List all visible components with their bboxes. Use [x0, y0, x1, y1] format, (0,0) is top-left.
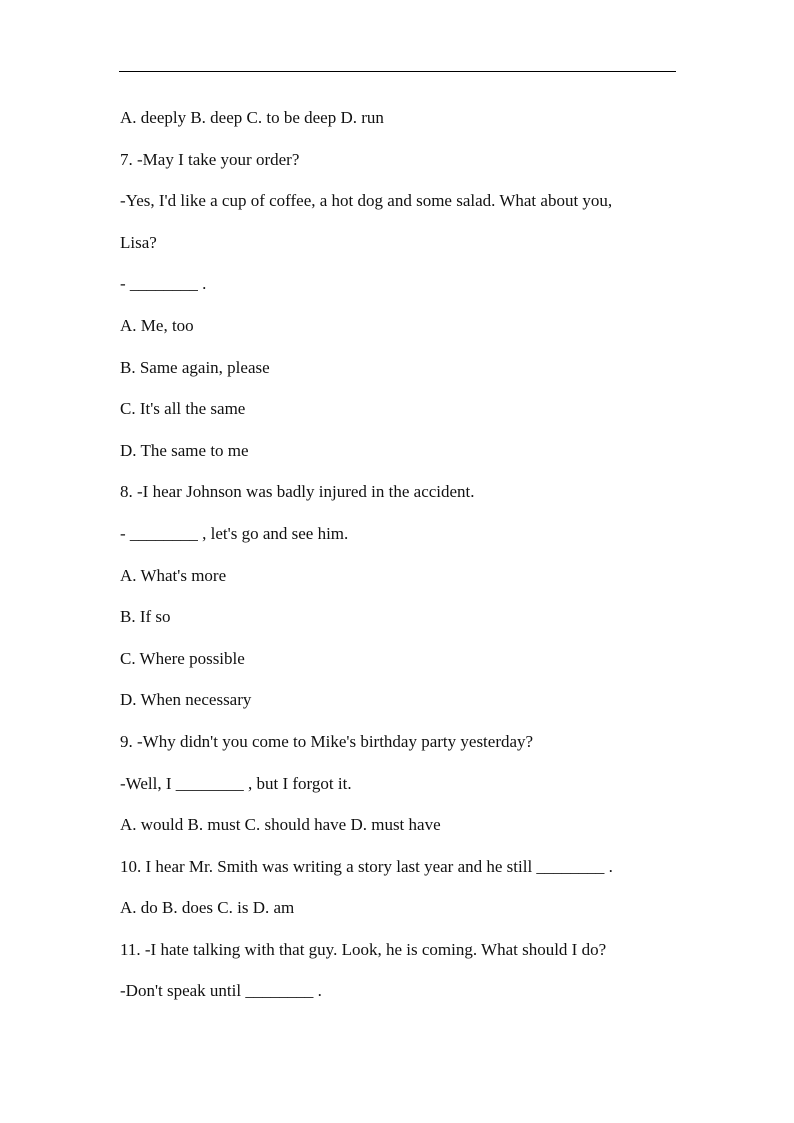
- q8-option-c: C. Where possible: [120, 648, 245, 668]
- q9-prompt: 9. -Why didn't you come to Mike's birthday party yesterday?: [120, 731, 534, 751]
- q7-option-a: A. Me, too: [120, 315, 194, 335]
- q8-option-a: A. What's more: [120, 565, 227, 585]
- q7-option-d: D. The same to me: [120, 440, 249, 460]
- header-rule: [119, 71, 676, 72]
- q8-blank: - ________ , let's go and see him.: [120, 523, 349, 543]
- q8-prompt: 8. -I hear Johnson was badly injured in the accident.: [120, 482, 475, 502]
- q9-options: A. would B. must C. should have D. must have: [120, 815, 441, 835]
- q7-prompt: 7. -May I take your order?: [120, 149, 300, 169]
- q7-option-b: B. Same again, please: [120, 357, 270, 377]
- q8-option-d: D. When necessary: [120, 690, 252, 710]
- q8-option-b: B. If so: [120, 607, 171, 627]
- q7-option-c: C. It's all the same: [120, 399, 246, 419]
- q7-blank: - ________ .: [120, 274, 207, 294]
- q10-options: A. do B. does C. is D. am: [120, 898, 295, 918]
- q7-response-line-1: -Yes, I'd like a cup of coffee, a hot dog and some salad. What about you,: [120, 191, 613, 211]
- q11-blank: -Don't speak until ________ .: [120, 981, 322, 1001]
- q9-blank: -Well, I ________ , but I forgot it.: [120, 773, 352, 793]
- q10-prompt: 10. I hear Mr. Smith was writing a story last year and he still ________ .: [120, 856, 613, 876]
- q7-response-line-2: Lisa?: [120, 232, 157, 252]
- document-body: [120, 105, 680, 1020]
- q11-prompt: 11. -I hate talking with that guy. Look, he is coming. What should I do?: [120, 939, 607, 959]
- q6-options: A. deeply B. deep C. to be deep D. run: [120, 108, 384, 127]
